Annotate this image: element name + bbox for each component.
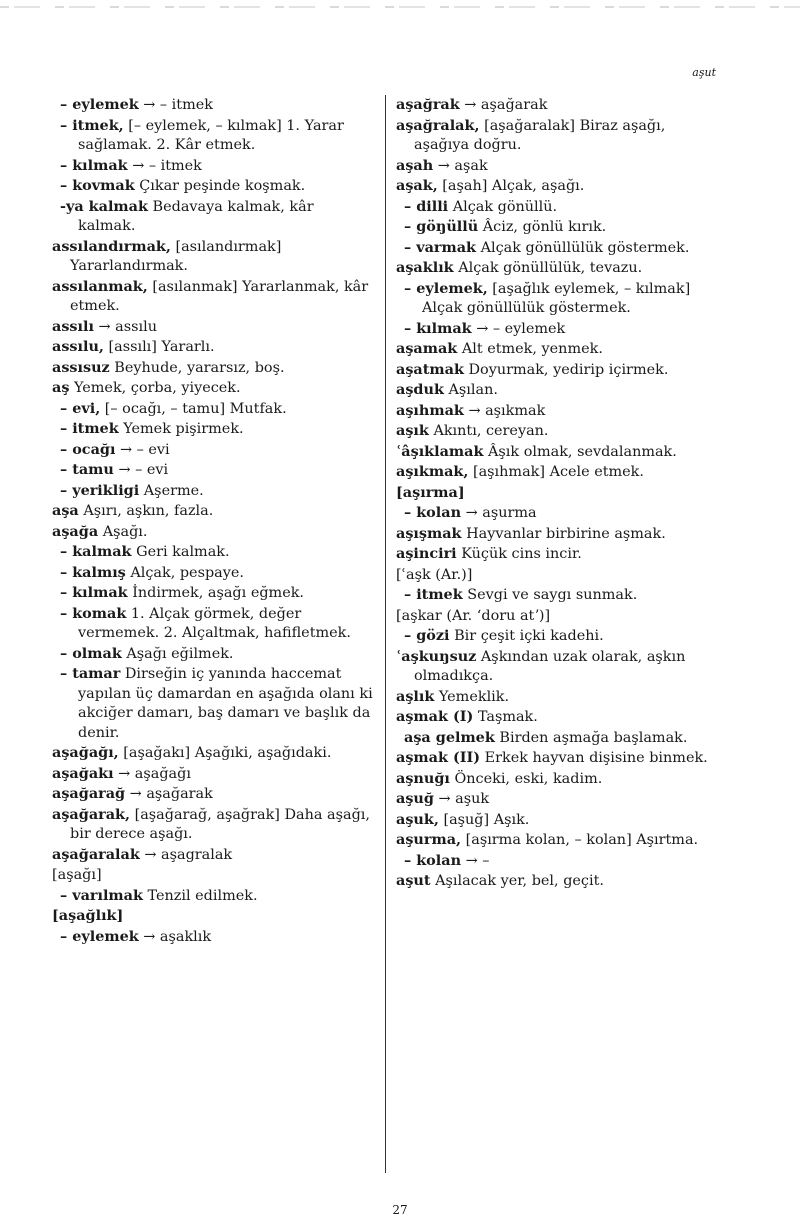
entry-headword: aşağralak, [396, 116, 480, 134]
entry-headword: aşağaralak [52, 845, 140, 863]
entry-definition: Dirseğin iç yanında haccemat yapılan üç damardan en aşağıda olanı ki akciğer damarı, baş damarı ve başlık da denir. [78, 666, 373, 741]
entry-headword: – kılmak [404, 319, 472, 337]
dictionary-entry [396, 462, 718, 483]
entry-headword: – gözi [404, 627, 450, 644]
entry-headword: – evi, [60, 399, 101, 417]
entry-headword: – kolan [404, 851, 462, 869]
entry-definition: [aşağaralak] Biraz aşağı, aşağıya doğru. [414, 117, 666, 153]
dictionary-entry [52, 156, 374, 177]
entry-definition: Bir çeşit içki kadehi. [449, 628, 604, 644]
entry-headword: – yerikligi [60, 481, 140, 499]
entry-headword: aşağarağ [52, 785, 126, 802]
entry-headword: aşak, [396, 177, 438, 194]
entry-definition: Küçük cins incir. [456, 546, 582, 562]
dictionary-entry [396, 565, 718, 586]
right-column [396, 95, 718, 892]
dictionary-entry [396, 687, 718, 708]
dictionary-entry [396, 830, 718, 851]
entry-headword: ʿaşkuŋsuz [396, 647, 477, 665]
dictionary-entry [52, 664, 374, 743]
entry-headword: aşıhmak [396, 401, 464, 419]
dictionary-entry [52, 563, 374, 584]
entry-headword: aşağağı, [52, 744, 119, 761]
entry-definition: → – evi [113, 462, 169, 478]
entry-definition: Birden aşmağa başlamak. [494, 729, 688, 746]
entry-definition: Hayvanlar birbirine aşmak. [461, 525, 666, 542]
dictionary-entry [396, 789, 718, 810]
entry-headword: aşamak [396, 340, 458, 357]
entry-definition: Âşık olmak, sevdalanmak. [483, 443, 677, 460]
dictionary-entry [396, 176, 718, 197]
entry-definition: Tenzil edilmek. [142, 887, 258, 904]
dictionary-entry [52, 440, 374, 461]
dictionary-entry [396, 606, 718, 627]
entry-headword: – tamu [60, 461, 114, 478]
dictionary-entry [52, 845, 374, 866]
entry-definition: Geri kalmak. [131, 544, 230, 560]
entry-headword: aşa [52, 502, 79, 519]
entry-headword: – varmak [404, 238, 476, 256]
entry-definition: [aşırma kolan, – kolan] Aşırtma. [461, 832, 699, 848]
entry-definition: → aşak [433, 157, 488, 174]
entry-definition: Alçak gönüllü. [448, 198, 558, 215]
dictionary-entry [52, 644, 374, 665]
entry-headword: – komak [60, 604, 127, 622]
entry-headword: assılanmak, [52, 277, 148, 295]
entry-definition: → – itmek [138, 97, 213, 113]
entry-headword: aşduk [396, 381, 444, 398]
entry-headword: aşmak (II) [396, 749, 481, 766]
dictionary-entry [52, 522, 374, 543]
dictionary-entry [52, 197, 374, 237]
entry-headword: – kalmak [60, 543, 132, 560]
dictionary-entry [396, 503, 718, 524]
dictionary-entry [52, 95, 374, 116]
dictionary-entry [52, 419, 374, 440]
entry-definition: Alçak gönüllülük göstermek. [476, 239, 690, 256]
dictionary-entry [396, 116, 718, 156]
entry-definition: Âciz, gönlü kırık. [478, 219, 607, 235]
entry-headword: aş [52, 379, 70, 396]
entry-definition: [aşıhmak] Acele etmek. [468, 464, 644, 480]
entry-headword: aşağa [52, 522, 99, 540]
entry-definition: → aşağarak [125, 786, 213, 802]
entry-definition: [aşağakı] Aşağıki, aşağıdaki. [118, 745, 332, 761]
dictionary-entry [52, 764, 374, 785]
entry-definition: Aşılan. [443, 382, 498, 398]
scan-top-edge [0, 6, 800, 8]
entry-definition: Alt etmek, yenmek. [457, 341, 603, 357]
dictionary-entry [52, 805, 374, 845]
entry-definition: Yemek pişirmek. [118, 421, 244, 437]
dictionary-entry [52, 481, 374, 502]
dictionary-entry [396, 748, 718, 769]
dictionary-entry [52, 542, 374, 563]
entry-definition: Beyhude, yararsız, boş. [109, 359, 285, 376]
dictionary-entry [396, 442, 718, 463]
entry-definition: → – itmek [127, 157, 202, 174]
running-head: aşut [692, 66, 716, 79]
entry-headword: aşıkmak, [396, 463, 469, 480]
dictionary-entry [396, 871, 718, 892]
dictionary-entry [52, 460, 374, 481]
dictionary-entry [396, 380, 718, 401]
entry-definition: Taşmak. [473, 709, 538, 725]
entry-headword: [aşırma] [396, 483, 465, 501]
dictionary-entry [52, 604, 374, 644]
dictionary-entry [52, 743, 374, 764]
entry-headword: aşut [396, 872, 431, 889]
entry-headword: aşağakı [52, 764, 114, 782]
dictionary-entry [52, 277, 374, 317]
entry-headword: – göŋüllü [404, 218, 479, 235]
entry-headword: aşmak (I) [396, 708, 474, 725]
dictionary-entry [396, 197, 718, 218]
entry-headword: – eylemek, [404, 279, 488, 297]
entry-definition: Yemeklik. [434, 688, 510, 705]
dictionary-entry [52, 358, 374, 379]
dictionary-entry [396, 728, 718, 749]
dictionary-entry [396, 217, 718, 238]
entry-definition: [ʿaşk (Ar.)] [396, 566, 473, 583]
entry-definition: İndirmek, aşağı eğmek. [127, 585, 305, 601]
entry-headword: [aşağlık] [52, 907, 124, 924]
entry-headword: aşah [396, 156, 434, 174]
left-column [52, 95, 374, 947]
entry-definition: → aşıkmak [463, 402, 546, 419]
entry-definition: [aşah] Alçak, aşağı. [437, 178, 585, 194]
entry-headword: aşuğ [396, 790, 434, 807]
entry-headword: -ya kalmak [60, 197, 148, 215]
dictionary-entry [396, 810, 718, 831]
entry-headword: aşağrak [396, 96, 460, 113]
entry-headword: assısuz [52, 358, 110, 376]
entry-headword: assılandırmak, [52, 237, 171, 255]
entry-headword: aşaklık [396, 259, 454, 276]
dictionary-entry [396, 707, 718, 728]
entry-definition: Alçak gönüllülük, tevazu. [453, 260, 643, 276]
entry-headword: ʿâşıklamak [396, 442, 484, 460]
entry-headword: – tamar [60, 665, 121, 682]
entry-headword: – itmek [404, 586, 463, 603]
dictionary-entry [396, 319, 718, 340]
entry-headword: – kolan [404, 504, 462, 521]
entry-headword: aşışmak [396, 524, 462, 542]
dictionary-entry [396, 544, 718, 565]
dictionary-entry [396, 238, 718, 259]
entry-headword: aşurma, [396, 831, 462, 848]
entry-definition: [– ocağı, – tamu] Mutfak. [100, 400, 287, 417]
entry-definition: Çıkar peşinde koşmak. [134, 178, 306, 194]
dictionary-entry [52, 865, 374, 886]
entry-definition: Aşerme. [139, 482, 204, 499]
entry-headword: aşinciri [396, 545, 457, 562]
entry-definition: → aşağarak [459, 97, 548, 113]
entry-definition: [– eylemek, – kılmak] 1. Yarar sağlamak. 2. Kâr etmek. [78, 117, 344, 153]
entry-definition: Aşağı. [98, 523, 148, 540]
entry-definition: → – [461, 852, 490, 869]
dictionary-entry [52, 583, 374, 604]
entry-definition: Aşırı, aşkın, fazla. [78, 503, 214, 519]
dictionary-entry [396, 258, 718, 279]
entry-definition: Aşkından uzak olarak, aşkın olmadıkça. [414, 648, 686, 684]
entry-headword: – varılmak [60, 886, 143, 904]
entry-definition: → – eylemek [471, 320, 566, 337]
entry-headword: – eylemek [60, 96, 139, 113]
entry-definition: [aşuğ] Aşık. [438, 811, 530, 828]
entry-headword: – kılmak [60, 584, 128, 601]
entry-headword: – itmek [60, 420, 119, 437]
entry-headword: – ocağı [60, 440, 116, 458]
entry-definition: → aşagralak [139, 846, 233, 863]
dictionary-entry [396, 360, 718, 381]
entry-headword: aşa gelmek [404, 728, 495, 746]
dictionary-entry [52, 317, 374, 338]
entry-definition: [aşkar (Ar. ʻdoru atʼ)] [396, 607, 551, 624]
dictionary-entry [396, 769, 718, 790]
dictionary-entry [52, 378, 374, 399]
entry-definition: → aşaklık [138, 928, 212, 945]
entry-headword: assılu, [52, 338, 104, 355]
entry-definition: Erkek hayvan dişisine binmek. [480, 750, 708, 766]
entry-definition: → aşağağı [113, 765, 191, 782]
dictionary-entry [396, 156, 718, 177]
entry-headword: – kılmak [60, 156, 128, 174]
entry-definition: → assılu [93, 318, 157, 335]
dictionary-entry [52, 784, 374, 805]
entry-definition: 1. Alçak görmek, değer vermemek. 2. Alçaltmak, hafifletmek. [78, 605, 351, 641]
dictionary-entry [396, 585, 718, 606]
entry-headword: aşatmak [396, 360, 464, 378]
column-divider [385, 95, 386, 1173]
dictionary-entry [396, 524, 718, 545]
entry-headword: aşuk, [396, 810, 439, 828]
entry-headword: – olmak [60, 644, 122, 662]
entry-headword: – dilli [404, 197, 449, 215]
entry-definition: [aşağarağ, aşağrak] Daha aşağı, bir derece aşağı. [70, 806, 370, 842]
entry-headword: – kalmış [60, 563, 126, 581]
dictionary-entry [396, 626, 718, 647]
entry-headword: aşağarak, [52, 805, 131, 823]
dictionary-entry [52, 237, 374, 277]
page-number: 27 [392, 1203, 408, 1217]
entry-definition: Yemek, çorba, yiyecek. [69, 380, 241, 396]
dictionary-entry [396, 421, 718, 442]
entry-definition: [asılandırmak] Yararlandırmak. [70, 238, 282, 274]
entry-headword: – kovmak [60, 177, 135, 194]
dictionary-entry [396, 279, 718, 319]
dictionary-entry [396, 647, 718, 687]
dictionary-entry [396, 851, 718, 872]
entry-definition: [assılı] Yararlı. [103, 339, 215, 355]
entry-headword: – itmek, [60, 116, 124, 134]
dictionary-entry [52, 501, 374, 522]
entry-definition: [aşağlık eylemek, – kılmak] Alçak gönüllülük göstermek. [422, 280, 691, 316]
dictionary-entry [52, 337, 374, 358]
entry-definition: Bedavaya kalmak, kâr kalmak. [78, 198, 314, 234]
entry-definition: Akıntı, cereyan. [428, 423, 549, 439]
dictionary-entry [52, 906, 374, 927]
dictionary-entry [396, 339, 718, 360]
entry-definition: Doyurmak, yedirip içirmek. [463, 361, 669, 378]
dictionary-entry [52, 927, 374, 948]
dictionary-entry [396, 95, 718, 116]
dictionary-entry [396, 401, 718, 422]
dictionary-entry [52, 399, 374, 420]
entry-definition: Alçak, pespaye. [125, 564, 244, 581]
entry-headword: aşnuğı [396, 769, 450, 787]
dictionary-entry [396, 483, 718, 504]
dictionary-entry [52, 886, 374, 907]
entry-definition: → – evi [115, 441, 170, 458]
entry-headword: aşık [396, 422, 429, 439]
entry-definition: Sevgi ve saygı sunmak. [462, 587, 638, 603]
entry-definition: → aşuk [433, 791, 490, 807]
entry-definition: [aşağı] [52, 867, 102, 883]
entry-headword: aşlık [396, 687, 435, 705]
entry-definition: [asılanmak] Yararlanmak, kâr etmek. [70, 278, 369, 314]
dictionary-entry [52, 116, 374, 156]
entry-headword: – eylemek [60, 927, 139, 945]
entry-definition: Aşılacak yer, bel, geçit. [430, 873, 604, 889]
entry-definition: Önceki, eski, kadim. [449, 770, 603, 787]
entry-definition: Aşağı eğilmek. [121, 645, 234, 662]
entry-headword: assılı [52, 317, 94, 335]
entry-definition: → aşurma [461, 505, 537, 521]
dictionary-entry [52, 176, 374, 197]
